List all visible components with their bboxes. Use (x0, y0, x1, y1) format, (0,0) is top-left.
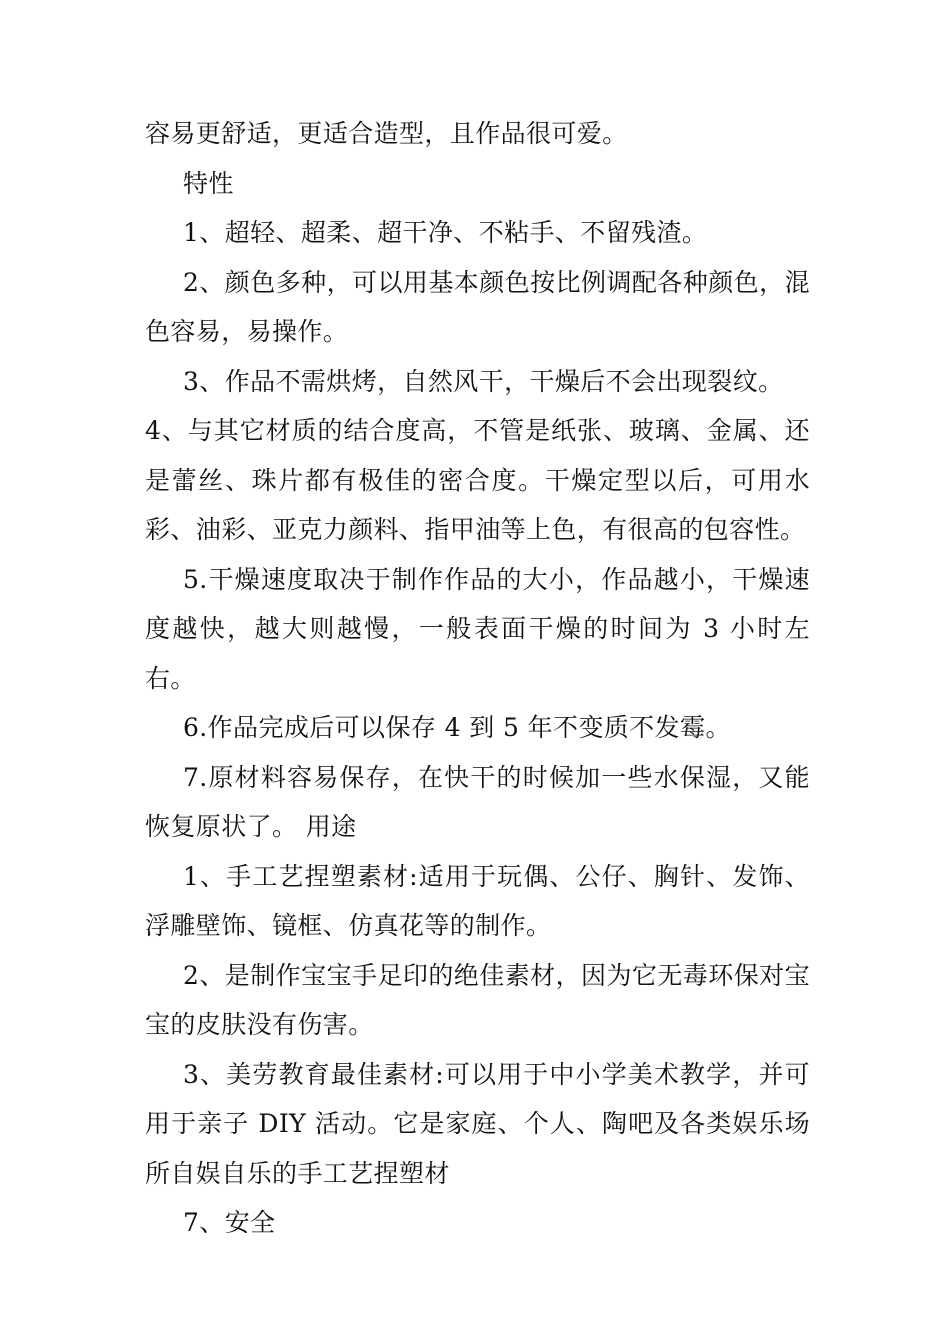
usage-item-3: 3、美劳教育最佳素材:可以用于中小学美术教学，并可用于亲子 DIY 活动。它是家庭、个人、陶吧及各类娱乐场所自娱自乐的手工艺捏塑材 (145, 1059, 810, 1188)
paragraph-continuation: 容易更舒适，更适合造型，且作品很可爱。 (145, 119, 628, 148)
feature-item-5: 5.干燥速度取决于制作作品的大小，作品越小，干燥速度越快，越大则越慢，一般表面干燥的时间为 3 小时左右。 (145, 564, 810, 693)
feature-item-7: 7.原材料容易保存，在快干的时候加一些水保湿，又能恢复原状了。 用途 (145, 762, 810, 841)
usage-item-1: 1、手工艺捏塑素材:适用于玩偶、公仔、胸针、发饰、浮雕壁饰、镜框、仿真花等的制作。 (145, 861, 810, 940)
feature-item-6: 6.作品完成后可以保存 4 到 5 年不变质不发霉。 (183, 713, 731, 742)
feature-item-3: 3、作品不需烘烤，自然风干，干燥后不会出现裂纹。 (183, 366, 784, 396)
feature-item-4: 4、与其它材质的结合度高，不管是纸张、玻璃、金属、还是蕾丝、珠片都有极佳的密合度。干燥定型以后，可用水彩、油彩、亚克力颜料、指甲油等上色，有很高的包容性。 (145, 416, 810, 544)
document-body (145, 109, 810, 1248)
feature-item-1: 1、超轻、超柔、超干净、不粘手、不留残渣。 (183, 218, 708, 247)
feature-item-2: 2、颜色多种，可以用基本颜色按比例调配各种颜色，混色容易，易操作。 (145, 267, 810, 346)
section-heading-features: 特性 (183, 168, 234, 198)
usage-item-2: 2、是制作宝宝手足印的绝佳素材，因为它无毒环保对宝宝的皮肤没有伤害。 (145, 960, 810, 1039)
section-heading-safety: 7、安全 (183, 1208, 276, 1237)
